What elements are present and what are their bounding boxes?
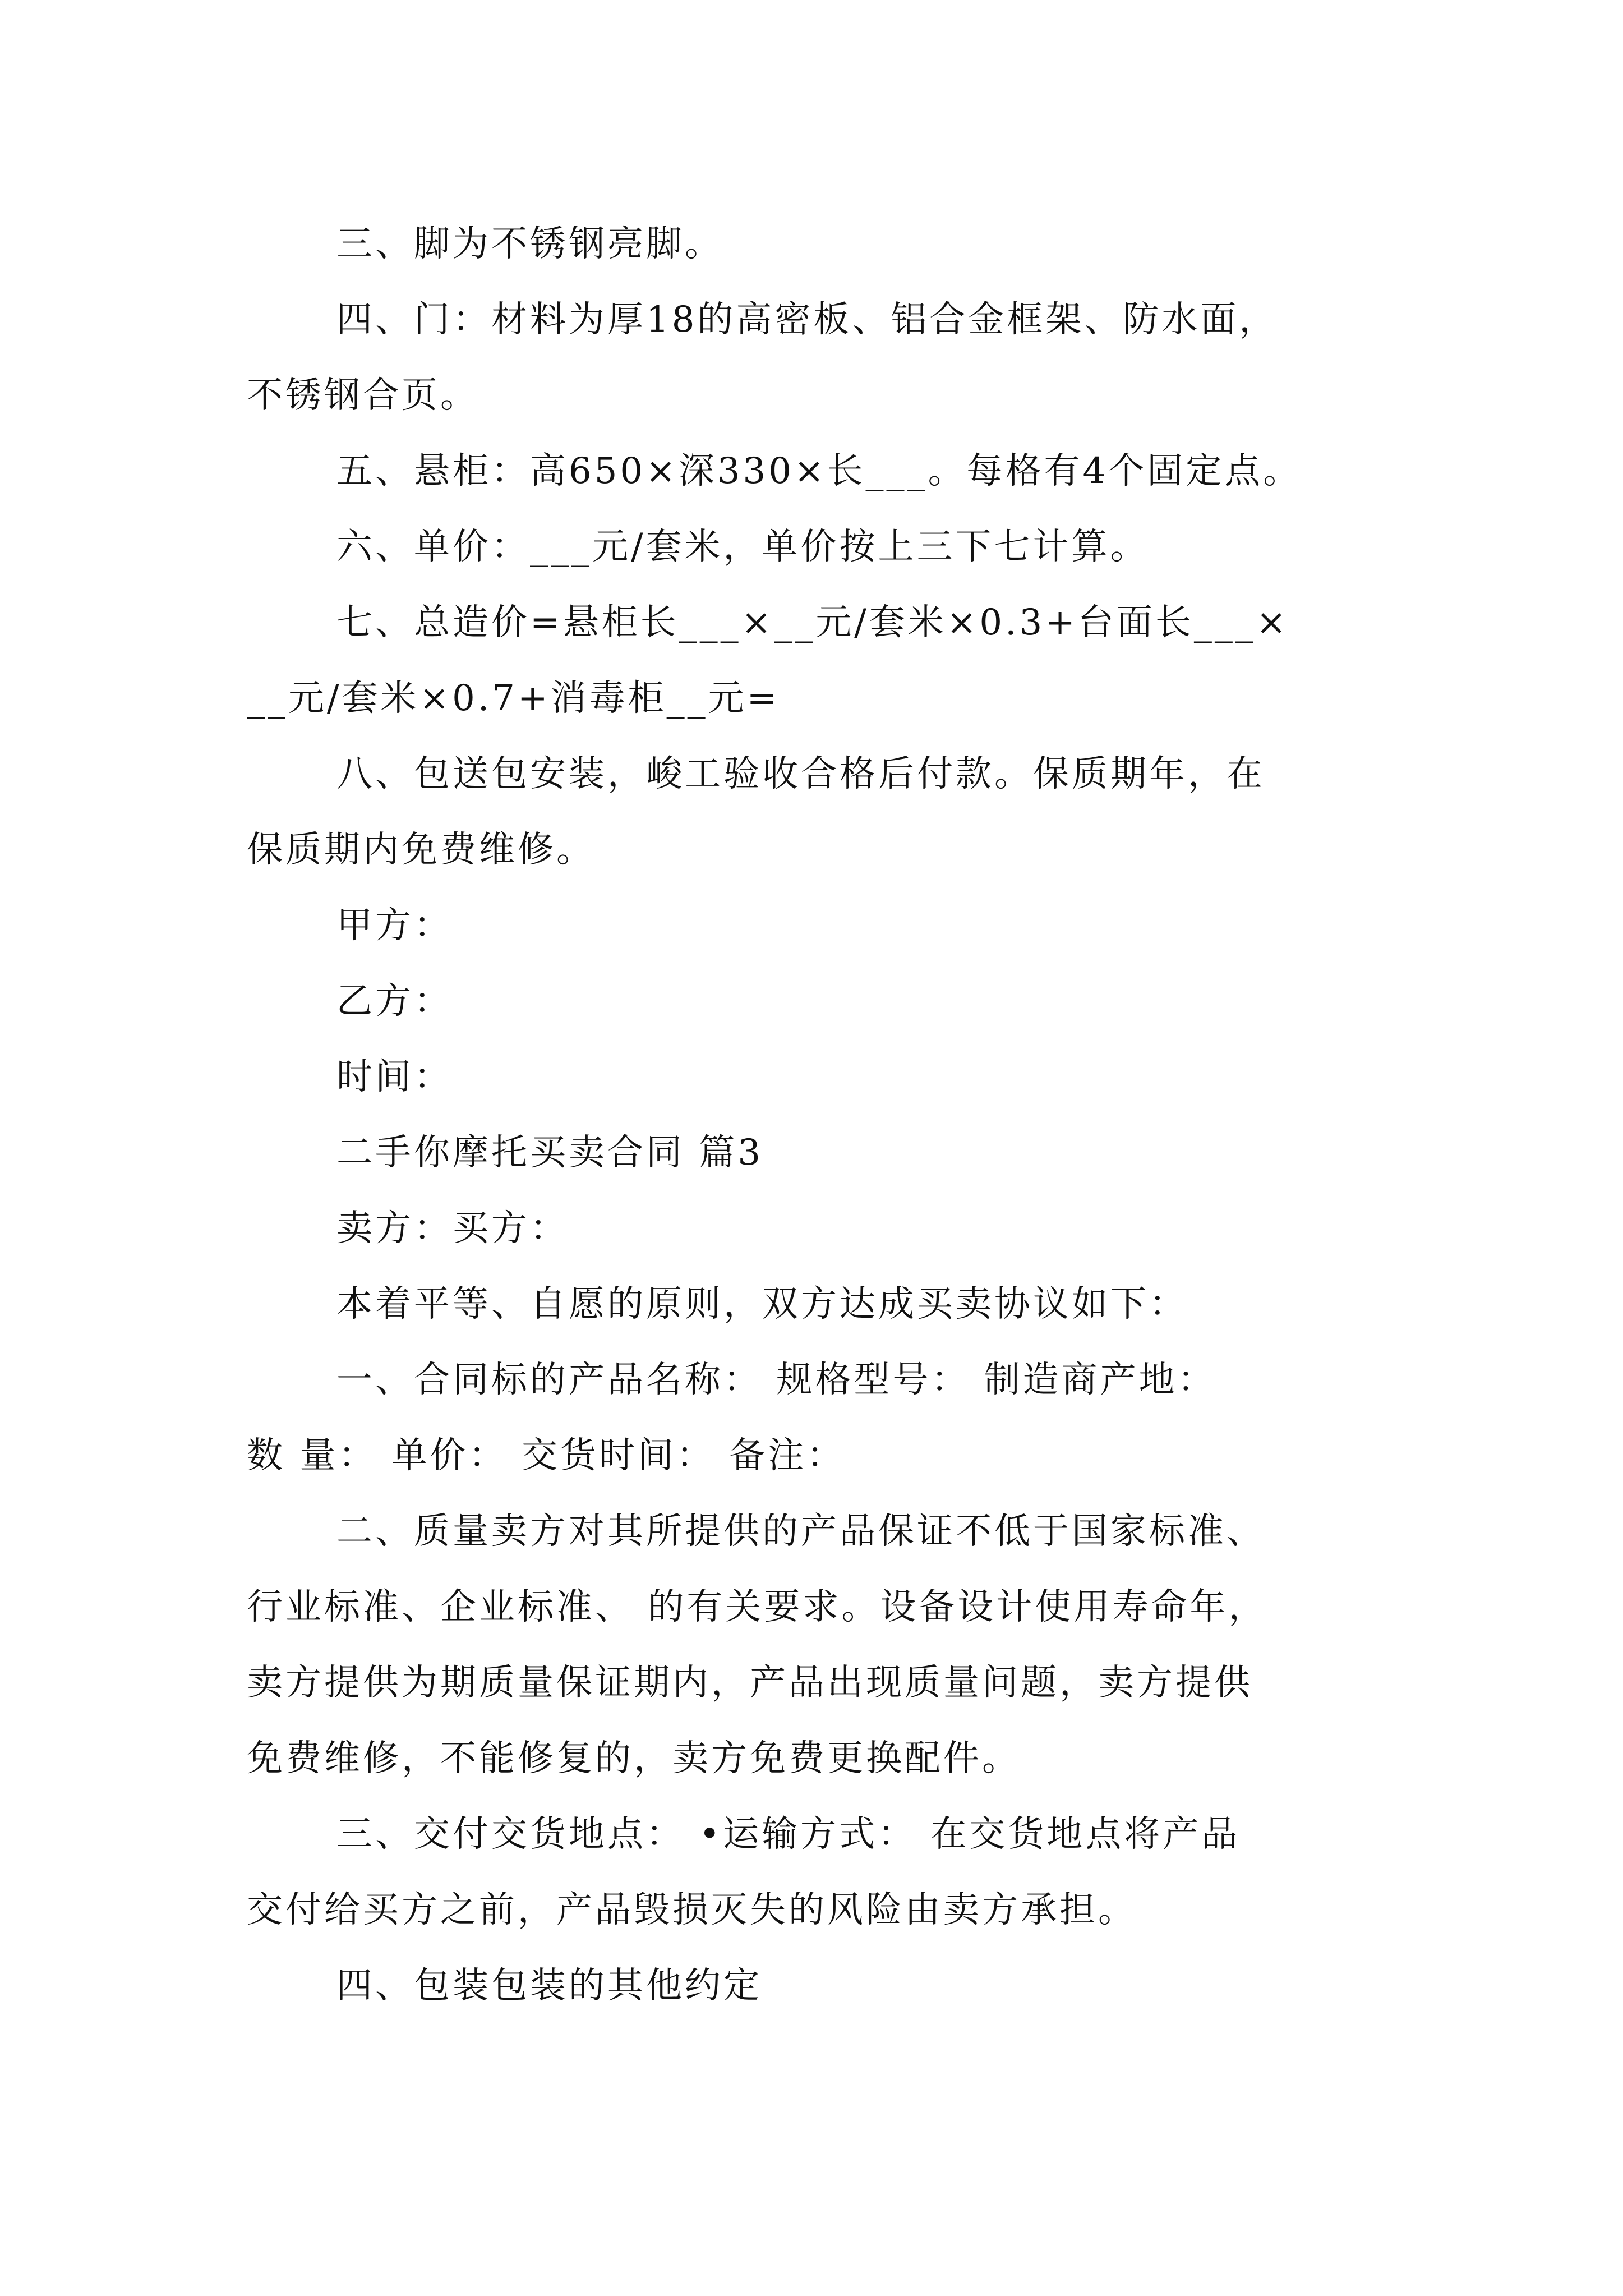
clause-2-quality: 二、质量卖方对其所提供的产品保证不低于国家标准、 (336, 1511, 1265, 1552)
clause-6-unit-price: 六、单价：___元/套米，单价按上三下七计算。 (336, 526, 1149, 568)
clause-7-total-price: 七、总造价=悬柜长___×__元/套米×0.3+台面长___× (336, 602, 1289, 643)
clause-1-product: 一、合同标的产品名称： 规格型号： 制造商产地： (336, 1359, 1216, 1401)
clause-3-delivery: 三、交付交货地点： •运输方式： 在交货地点将产品 (336, 1814, 1241, 1855)
clause-4-door: 四、门：材料为厚18的高密板、铝合金框架、防水面， (336, 299, 1278, 341)
clause-3-delivery-cont: 交付给买方之前，产品毁损灭失的风险由卖方承担。 (247, 1889, 1137, 1931)
clause-7-total-price-cont: __元/套米×0.7+消毒柜__元= (247, 678, 780, 719)
section-heading: 二手你摩托买卖合同 篇3 (336, 1132, 764, 1174)
party-b-label: 乙方： (336, 981, 453, 1022)
clause-4-packaging: 四、包装包装的其他约定 (336, 1965, 762, 2007)
date-label: 时间： (336, 1056, 453, 1098)
intro-paragraph: 本着平等、自愿的原则，双方达成买卖协议如下： (336, 1283, 1188, 1325)
clause-3-legs: 三、脚为不锈钢亮脚。 (336, 223, 723, 265)
seller-buyer-line: 卖方：买方： (336, 1208, 569, 1249)
clause-5-cabinet: 五、悬柜：高650×深330×长___。每格有4个固定点。 (336, 450, 1302, 492)
party-a-label: 甲方： (336, 905, 453, 946)
clause-4-door-cont: 不锈钢合页。 (247, 375, 479, 416)
clause-2-quality-cont-2: 卖方提供为期质量保证期内，产品出现质量问题，卖方提供 (247, 1662, 1253, 1704)
clause-2-quality-cont-3: 免费维修，不能修复的，卖方免费更换配件。 (247, 1738, 1021, 1779)
clause-1-product-cont: 数 量： 单价： 交货时间： 备注： (247, 1435, 846, 1476)
clause-2-quality-cont-1: 行业标准、企业标准、 的有关要求。设备设计使用寿命年， (247, 1586, 1267, 1628)
clause-8-installation: 八、包送包安装，峻工验收合格后付款。保质期年，在 (336, 753, 1265, 795)
clause-8-installation-cont: 保质期内免费维修。 (247, 829, 595, 871)
